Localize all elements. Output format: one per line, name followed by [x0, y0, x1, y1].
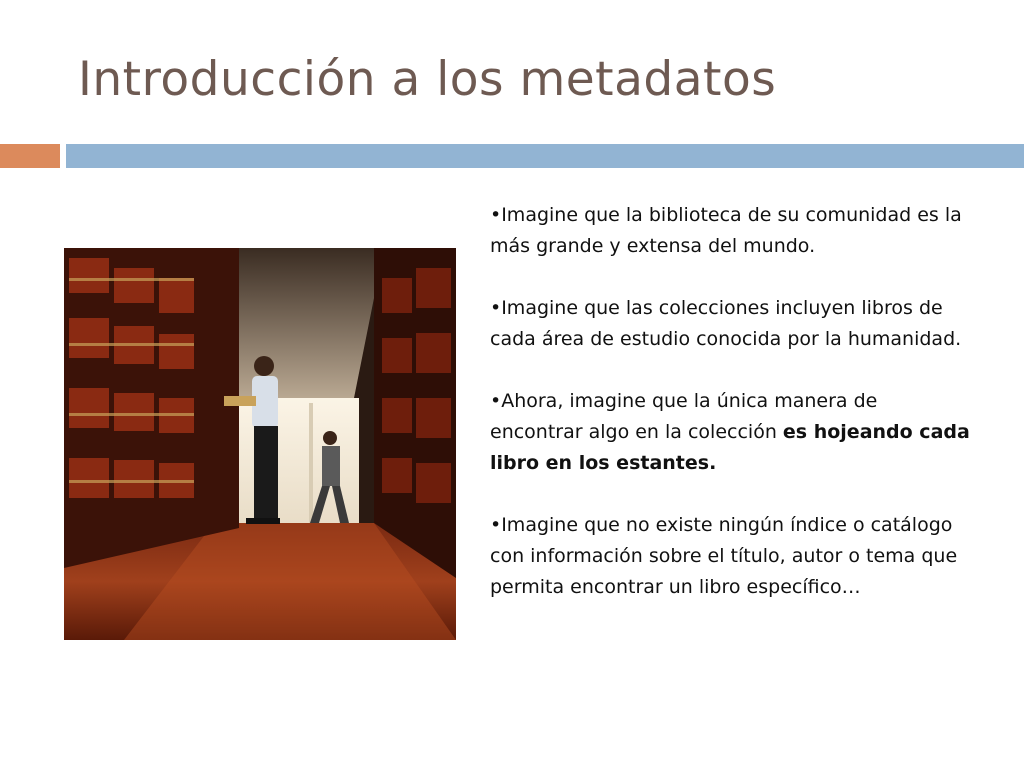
accent-bar-blue [66, 144, 1024, 168]
slide-title: Introducción a los metadatos [78, 52, 777, 107]
bullet-item [490, 386, 970, 479]
bullet-text: •Imagine que la biblioteca de su comunidad es la más grande y extensa del mundo. [490, 204, 962, 257]
bullet-item [490, 293, 970, 355]
bullet-item [490, 200, 970, 262]
bullet-text-bold: es hojeando cada libro en los estantes. [490, 421, 970, 474]
accent-bar-orange [0, 144, 60, 168]
bullet-text: •Ahora, imagine que la única manera de encontrar algo en la colección [490, 390, 878, 443]
bullet-item [490, 510, 970, 603]
bullet-list [490, 200, 970, 634]
bullet-text: •Imagine que las colecciones incluyen libros de cada área de estudio conocida por la humanidad. [490, 297, 962, 350]
library-photo [64, 248, 456, 640]
bullet-text: •Imagine que no existe ningún índice o catálogo con información sobre el título, autor o tema que permita encontrar un libro específico… [490, 514, 958, 598]
library-photo-illustration [64, 248, 456, 640]
